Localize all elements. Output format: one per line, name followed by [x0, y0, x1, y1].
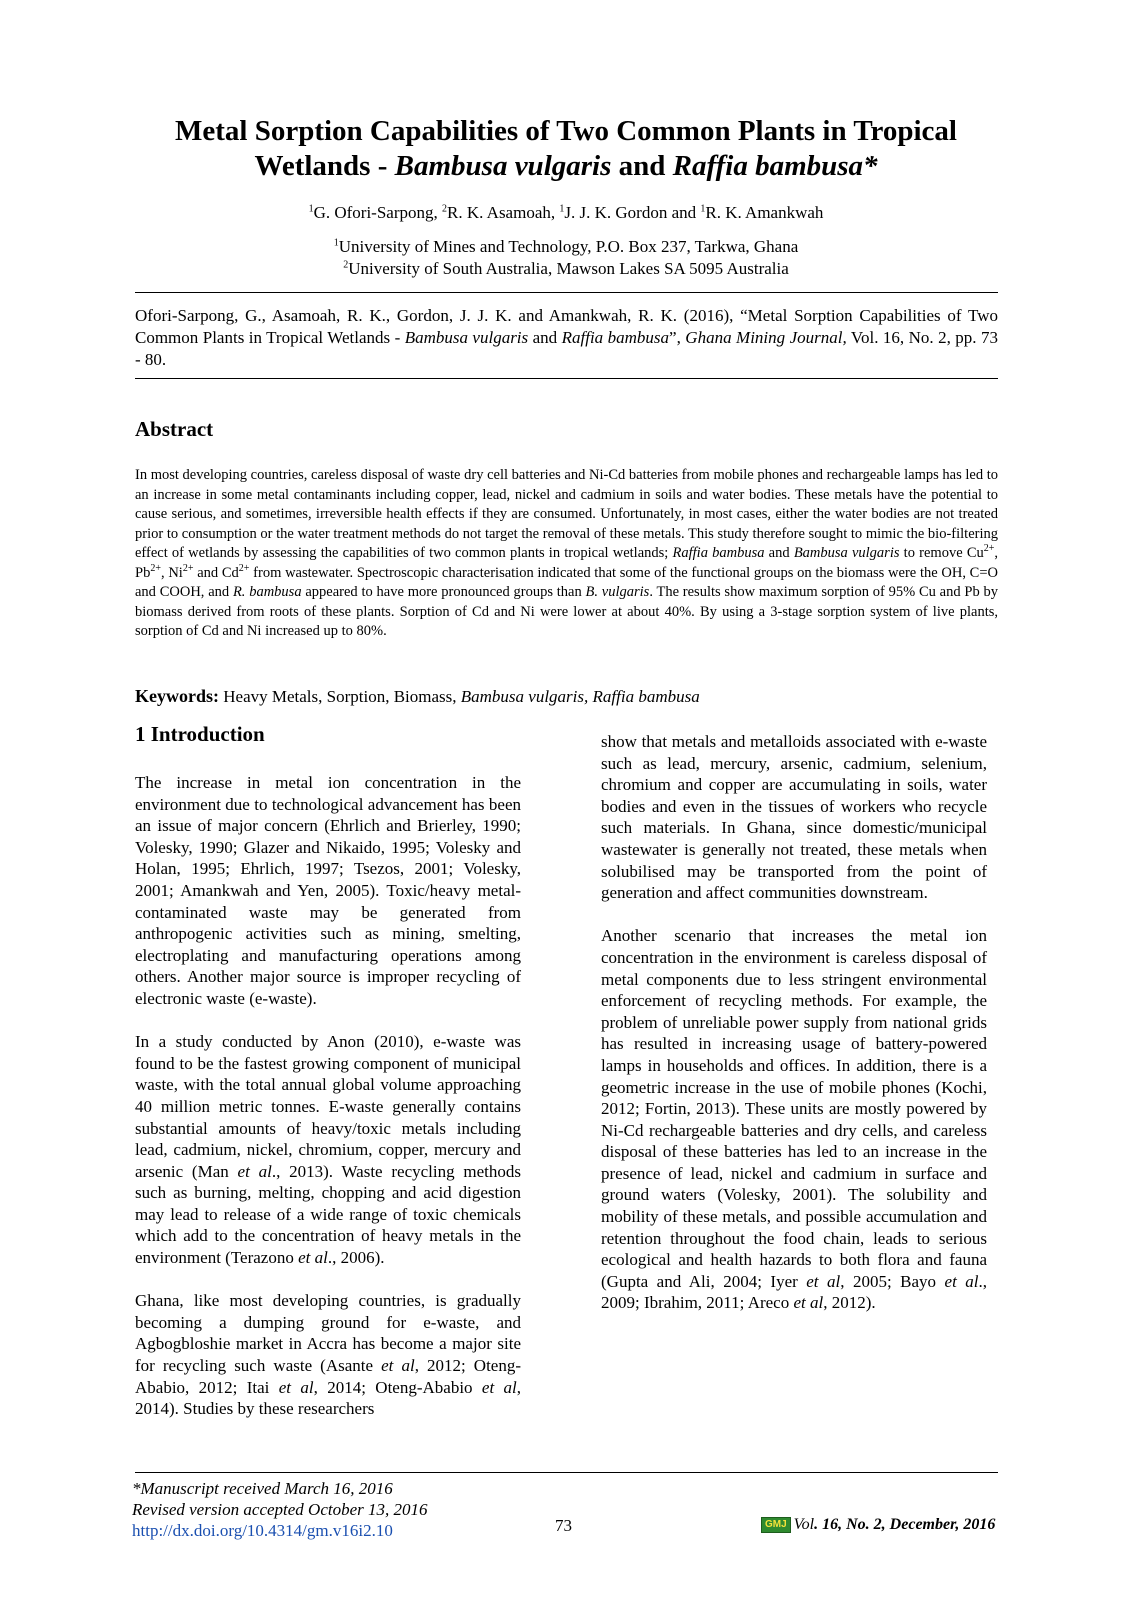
manuscript-footnote — [132, 1478, 428, 1520]
author-4: R. K. Amankwah — [705, 203, 824, 222]
species-bambusa: Bambusa vulgaris — [394, 150, 612, 182]
divider-citation — [135, 378, 998, 379]
paragraph: Ghana, like most developing countries, is gradually becoming a dumping ground for e-waste, and Agbogbloshie market in Accra has become a major site for recycling such waste (Asante et al, 2012; Oteng-Ababio, 2012; Itai et al, 2014; Oteng-Ababio et al, 2014). Studies by these researchers — [135, 1291, 522, 1419]
divider-footer — [135, 1472, 998, 1473]
affiliation-2: $^2$University of South Australia, Mawson Lakes SA 5095 Australia — [343, 259, 789, 278]
journal-name: Ghana Mining Journal, — [685, 328, 847, 347]
page-number: 73 — [555, 1516, 572, 1535]
paragraph: show that metals and metalloids associated with e-waste such as lead, mercury, arsenic, cadmium, selenium, chromium and copper are accumulating in soils, water bodies and even in the tissues of workers who recycle such materials. In Ghana, since domestic/municipal wastewater is generally not treated, these metals when solubilised may be transported from the point of generation and affect communities downstream. — [601, 732, 987, 903]
author-3: J. J. K. Gordon and — [564, 203, 701, 222]
keywords: Keywords: Heavy Metals, Sorption, Biomass, Bambusa vulgaris, Raffia bambusa — [135, 686, 700, 706]
paragraph: The increase in metal ion concentration in the environment due to technological advancement has been an issue of major concern (Ehrlich and Brierley, 1990; Volesky, 1990; Glazer and Nikaido, 1995; Volesky and Holan, 1995; Ehrlich, 1997; Tsezos, 2001; Volesky, 2001; Amankwah and Yen, 2005). Toxic/heavy metal-contaminated waste may be generated from anthropogenic activities such as mining, smelting, electroplating and manufacturing operations among others. Another major source is improper recycling of electronic waste (e-waste). — [135, 773, 521, 1008]
paper-title — [120, 114, 1012, 184]
revised-date: Revised version accepted October 13, 2016 — [132, 1500, 428, 1519]
title-line-1: Metal Sorption Capabilities of Two Common Plants in Tropical — [175, 115, 957, 147]
species-raffia: Raffia bambusa* — [672, 150, 878, 182]
author-2: R. K. Asamoah, — [446, 203, 560, 222]
affiliations — [120, 236, 1012, 280]
affiliation-1: $^1$University of Mines and Technology, P.O. Box 237, Tarkwa, Ghana — [333, 237, 799, 256]
gmj-logo-icon: GMJ — [761, 1517, 791, 1533]
received-date: *Manuscript received March 16, 2016 — [132, 1479, 393, 1498]
doi-link[interactable]: http://dx.doi.org/10.4314/gm.v16i2.10 — [132, 1521, 393, 1540]
section-heading-introduction: 1 Introduction — [135, 722, 265, 746]
keywords-label: Keywords: — [135, 686, 219, 706]
column-left — [135, 772, 521, 1441]
author-list: $^1$G. Ofori-Sarpong, $^2$R. K. Asamoah, $^1$J. J. K. Gordon and $^1$R. K. Amankwah — [308, 203, 824, 222]
citation: Ofori-Sarpong, G., Asamoah, R. K., Gordon, J. J. K. and Amankwah, R. K. (2016), “Metal Sorption Capabilities of Two Common Plants in Tropical Wetlands - Bambusa vulgaris and Raffia bambusa”, Ghana Mining Journal, Vol. 16, No. 2, pp. 73 - 80. — [135, 306, 999, 369]
divider-top — [135, 292, 998, 293]
paragraph: Another scenario that increases the metal ion concentration in the environment is careless disposal of metal components due to less stringent environmental enforcement of recycling methods. For example, the problem of unreliable power supply from national grids has resulted in increasing usage of battery-powered lamps in households and offices. In addition, there is a geometric increase in the use of mobile phones (Kochi, 2012; Fortin, 2013). These units are mostly powered by Ni-Cd rechargeable batteries and dry cells, and careless disposal of these batteries has led to an increase in the presence of lead, nickel and cadmium in surface and ground waters (Volesky, 2001). The solubility and mobility of these metals, and possible accumulation and retention throughout the food chain, leads to serious ecological and health hazards to both flora and fauna (Gupta and Ali, 2004; Iyer et al, 2005; Bayo et al., 2009; Ibrahim, 2011; Areco et al, 2012). — [601, 926, 987, 1313]
column-right — [601, 731, 987, 1336]
title-line-2: Wetlands - Bambusa vulgaris and Raffia bambusa* — [254, 150, 878, 182]
abstract-heading: Abstract — [135, 417, 214, 441]
abstract-text: In most developing countries, careless disposal of waste dry cell batteries and Ni-Cd batteries from mobile phones and rechargeable lamps has led to an increase in some metal contaminants including copper, lead, nickel and cadmium in soils and water bodies. These metals have the potential to cause serious, and sometimes, irreversible health effects if they are consumed. Unfortunately, in most cases, either the water bodies are not treated prior to consumption or the water treatment methods do not target the removal of these metals. This study therefore sought to mimic the bio-filtering effect of wetlands by assessing the capabilities of two common plants in tropical wetlands; Raffia bambusa and Bambusa vulgaris to remove $Cu^{2+}$, $Pb^{2+}$, $Ni^{2+}$ and $Cd^{2+}$ from wastewater. Spectroscopic characterisation indicated that some of the functional groups on the biomass were the OH, C=O and COOH, and R. bambusa appeared to have more pronounced groups than B. vulgaris. The results show maximum sorption of 95% Cu and Pb by biomass derived from roots of these plants. Sorption of Cd and Ni were lower at about 40%. By using a 3-stage sorption system of live plants, sorption of Cd and Ni increased up to 80%. — [135, 467, 999, 639]
author-1: G. Ofori-Sarpong, — [313, 203, 442, 222]
paragraph: In a study conducted by Anon (2010), e-waste was found to be the fastest growing component of municipal waste, with the total annual global volume approaching 40 million metric tonnes. E-waste generally contains substantial amounts of heavy/toxic metals including lead, cadmium, nickel, chromium, copper, mercury and arsenic (Man et al., 2013). Waste recycling methods such as burning, melting, chopping and acid digestion may lead to release of a wide range of toxic chemicals which add to the concentration of heavy metals in the environment (Terazono et al., 2006). — [135, 1032, 521, 1268]
journal-footer: GMJ Vol. 16, No. 2, December, 2016 — [761, 1516, 995, 1534]
